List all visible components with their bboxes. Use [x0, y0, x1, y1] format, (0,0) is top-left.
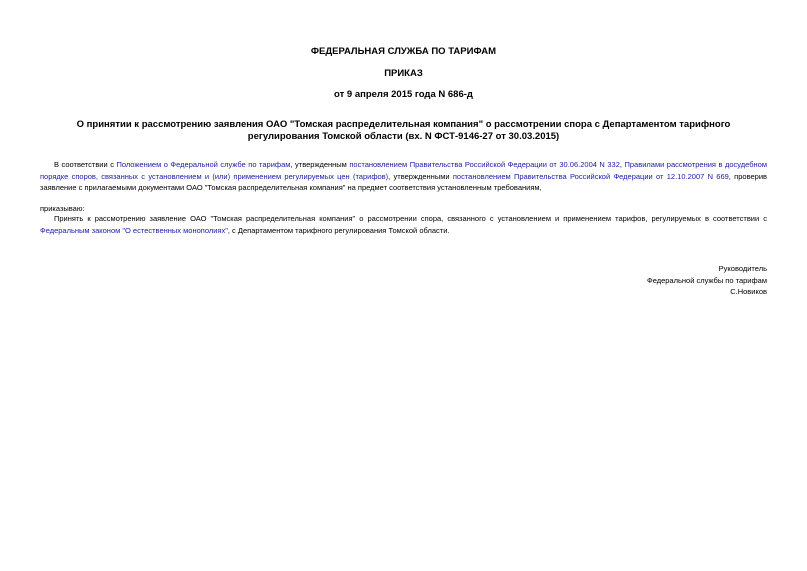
order-paragraph — [40, 213, 767, 236]
signature-org: Федеральной службы по тарифам — [647, 276, 767, 285]
signature-position: Руководитель — [718, 264, 767, 273]
preamble-text-3: , — [619, 160, 625, 169]
preamble-text-2: , утвержденным — [290, 160, 350, 169]
order-text-1: Принять к рассмотрению заявление ОАО "Томская распределительная компания" о рассмотрении спора, связанного с установлением и применением тарифов, регулируемых в соответствии с — [54, 214, 767, 223]
preamble-text-1: В соответствии с — [54, 160, 117, 169]
document-subject: О принятии к рассмотрению заявления ОАО "Томская распределительная компания" о рассмотрении спора с Департаментом тарифного регулирования Томской области (вх. N ФСТ-9146-27 от 30.03.2015) — [76, 119, 731, 142]
link-dispute-rules[interactable]: Правилами рассмотрения в досудебном порядке споров, связанных с установлением и (или) применением регулируемых цен (тарифов) — [40, 160, 768, 181]
link-natural-monopolies-law[interactable]: Федеральным законом "О естественных монополиях" — [40, 225, 228, 235]
agency-title: ФЕДЕРАЛЬНАЯ СЛУЖБА ПО ТАРИФАМ — [310, 46, 497, 57]
signature-name: С.Новиков — [730, 287, 767, 296]
link-fst-regulation[interactable]: Положением о Федеральной службе по тарифам — [116, 160, 291, 169]
link-decree-669[interactable]: постановлением Правительства Российской Федерации от 12.10.2007 N 669 — [452, 171, 729, 181]
document-type: ПРИКАЗ — [384, 68, 423, 79]
order-text-2: , с Департаментом тарифного регулирования Томской области. — [227, 225, 450, 235]
preamble-text-4: , утвержденными — [388, 171, 453, 181]
document-date-number: от 9 апреля 2015 года N 686-д — [334, 89, 473, 100]
preamble-paragraph — [40, 159, 767, 194]
link-decree-332[interactable]: постановлением Правительства Российской Федерации от 30.06.2004 N 332 — [349, 160, 620, 169]
preamble-text-5: , проверив заявление с прилагаемыми документами ОАО "Томская распределительная компания" на предмет соответствия установленным требованиям, — [40, 171, 767, 192]
order-keyword: приказываю: — [40, 204, 85, 213]
